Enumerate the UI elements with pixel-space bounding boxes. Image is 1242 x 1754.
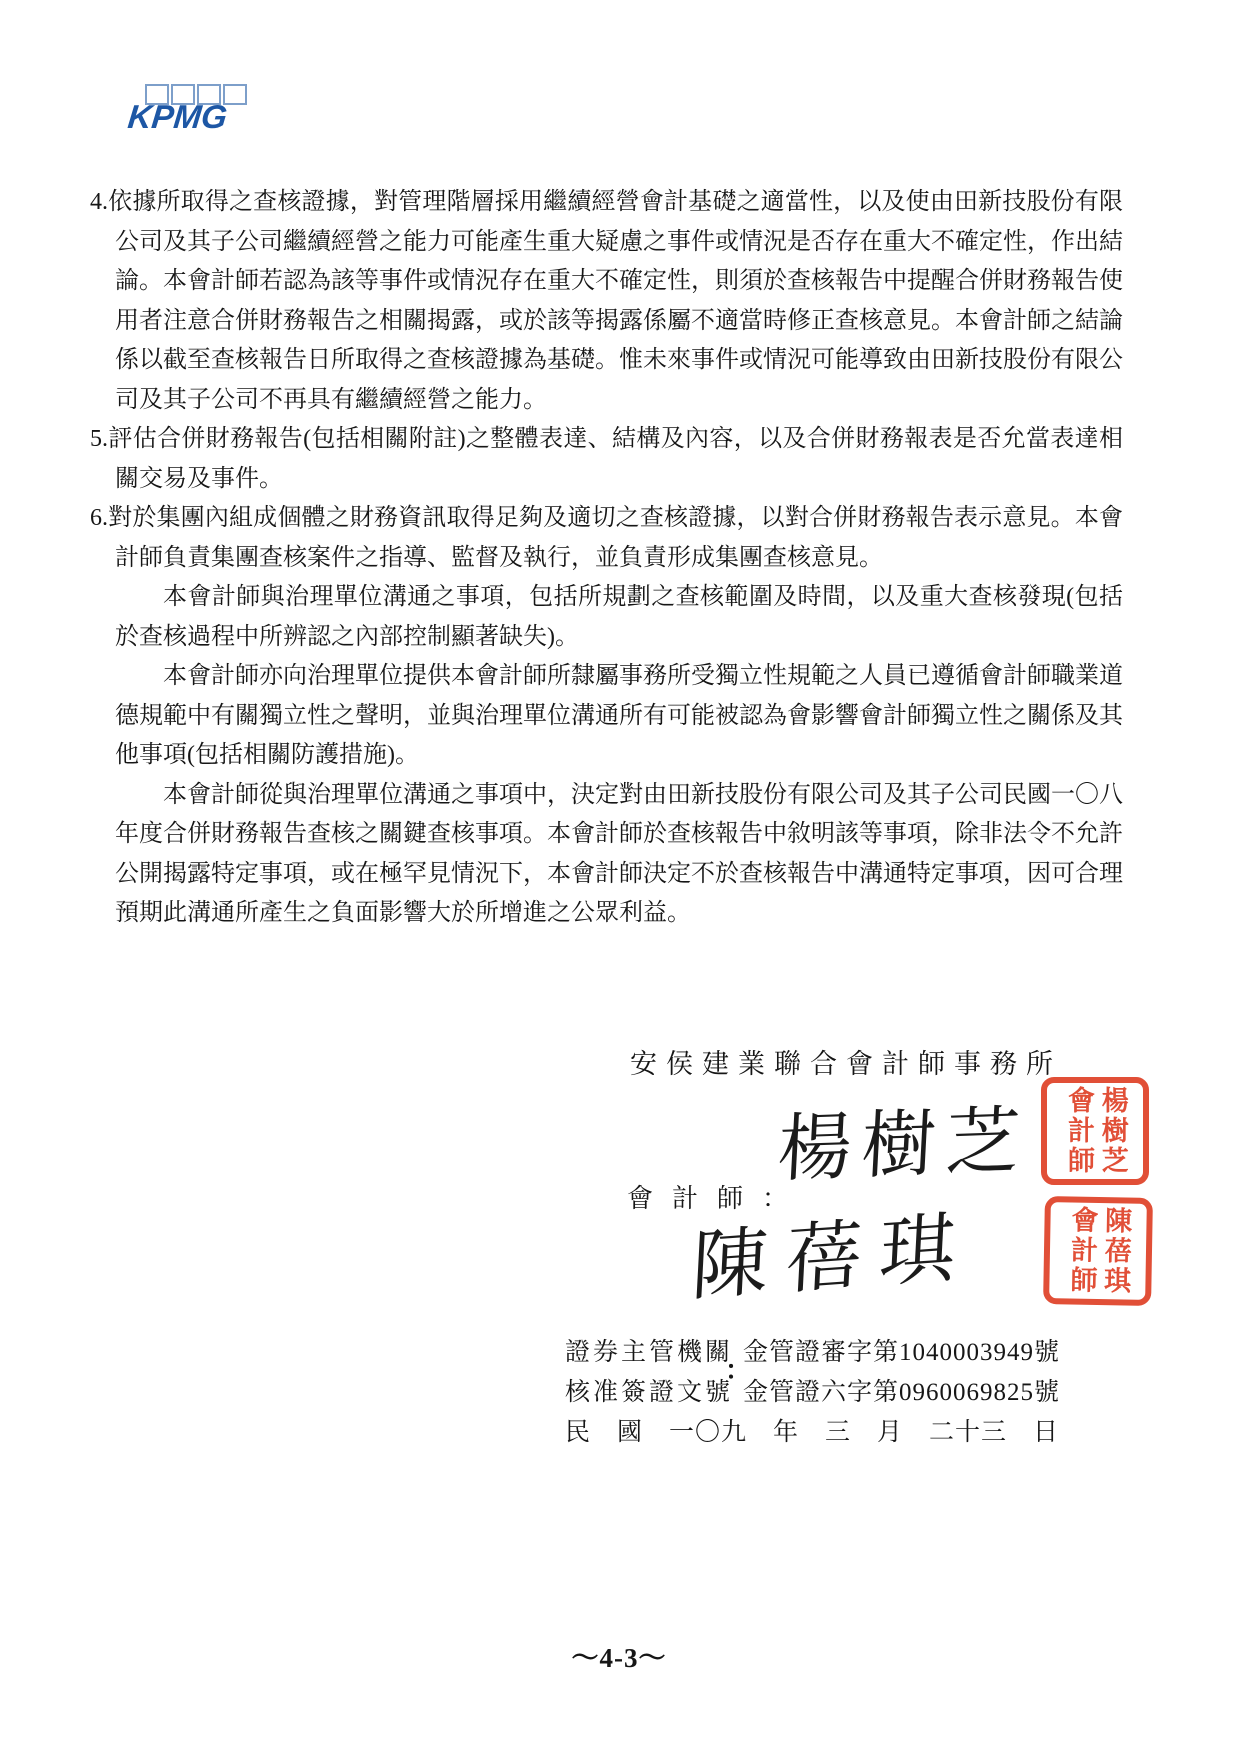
page-number: ～4-3～ xyxy=(571,1643,667,1673)
approval-label-2: 核准簽證文號 xyxy=(565,1379,734,1406)
handwritten-signature-yang: 楊樹芝 xyxy=(775,1100,1032,1192)
seal-title-column: 會計師 xyxy=(1064,1086,1094,1176)
approval-row-1 xyxy=(565,1330,1060,1370)
paragraph-key-audit-matters: 本會計師從與治理單位溝通之事項中，決定對由田新技股份有限公司及其子公司民國一〇八年度合併財務報告查核之關鍵查核事項。本會計師於查核報告中敘明該等事項，除非法令不允許公開揭露特定事項，或在極罕見情況下，本會計師決定不於查核報告中溝通特定事項，因可合理預期此溝通所產生之負面影響大於所增進之公眾利益。 xyxy=(115,781,1123,926)
report-body xyxy=(90,183,1123,934)
report-date-line: 民 國 一〇九 年 三 月 二十三 日 xyxy=(565,1419,1060,1446)
kpmg-logo xyxy=(126,84,268,135)
seal-title-column: 會計師 xyxy=(1066,1205,1098,1296)
paragraph-independence-statement: 本會計師亦向治理單位提供本會計師所隸屬事務所受獨立性規範之人員已遵循會計師職業道德規範中有關獨立性之聲明，並與治理單位溝通所有可能被認為會影響會計師獨立性之關係及其他事項(包括相關防護措施)。 xyxy=(115,663,1123,768)
approval-value-1: 金管證審字第1040003949號 xyxy=(743,1339,1061,1366)
approval-colon: ： xyxy=(725,1356,752,1385)
approval-label-1: 證券主管機關 xyxy=(565,1339,734,1366)
paragraph-item-4: 4.依據所取得之查核證據，對管理階層採用繼續經營會計基礎之適當性，以及使由田新技股份有限公司及其子公司繼續經營之能力可能產生重大疑慮之事件或情況是否存在重大不確定性，作出結論。本會計師若認為該等事件或情況存在重大不確定性，則須於查核報告中提醒合併財務報告使用者注意合併財務報告之相關揭露，或於該等揭露係屬不適當時修正查核意見。本會計師之結論係以截至查核報告日所取得之查核證據為基礎。惟未來事件或情況可能導致由田新技股份有限公司及其子公司不再具有繼續經營之能力。 xyxy=(90,189,1123,413)
accountant-seal-chen xyxy=(1043,1196,1153,1306)
kpmg-logo-text: KPMG xyxy=(126,98,229,135)
paragraph-item-6: 6.對於集團內組成個體之財務資訊取得足夠及適切之查核證據，以對合併財務報告表示意見。本會計師負責集團查核案件之指導、監督及執行，並負責形成集團查核意見。 xyxy=(90,505,1123,571)
paragraph-item-5: 5.評估合併財務報告(包括相關附註)之整體表達、結構及內容，以及合併財務報表是否允當表達相關交易及事件。 xyxy=(90,426,1123,492)
audit-firm-name: 安侯建業聯合會計師事務所 xyxy=(630,1049,1062,1079)
seal-name-column: 楊樹芝 xyxy=(1097,1086,1128,1176)
approval-block xyxy=(565,1330,1060,1410)
approval-row-2 xyxy=(565,1370,1060,1410)
paragraph-governance-communication: 本會計師與治理單位溝通之事項，包括所規劃之查核範圍及時間，以及重大查核發現(包括於查核過程中所辨認之內部控制顯著缺失)。 xyxy=(115,584,1123,650)
handwritten-signature-chen: 陳蓓琪 xyxy=(689,1205,976,1311)
approval-value-2: 金管證六字第0960069825號 xyxy=(743,1379,1061,1406)
cpa-label: 會計師： xyxy=(627,1184,808,1213)
accountant-seal-yang xyxy=(1041,1077,1149,1185)
seal-name-column: 陳蓓琪 xyxy=(1099,1206,1132,1297)
